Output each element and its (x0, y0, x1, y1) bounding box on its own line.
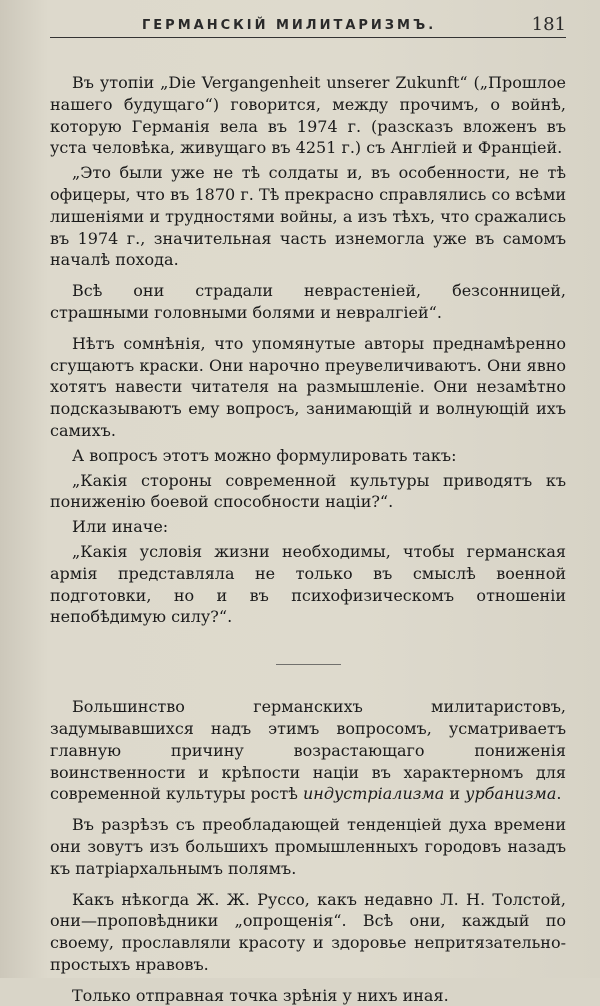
paragraph: Всѣ они страдали неврастеніей, безсонницей, страшными головными болями и невралгіей“. (50, 281, 566, 322)
paragraph: „Какія стороны современной культуры приводятъ къ пониженію боевой способности націи?“. (50, 470, 566, 512)
section-separator (276, 664, 341, 665)
paragraph: „Это были уже не тѣ солдаты и, въ особенности, не тѣ офицеры, что въ 1870 г. Тѣ прекрасно справлялись со всѣми лишеніями и трудностями войны, а изъ тѣхъ, что сражались въ 1974 г., значительная часть изнемогла уже въ самомъ началѣ похода. (50, 163, 566, 270)
text-section-1 (50, 72, 566, 628)
running-title: ГЕРМАНСКІЙ МИЛИТАРИЗМЪ. (142, 18, 437, 33)
paragraph-text: и (444, 784, 466, 804)
paragraph: Или иначе: (72, 517, 169, 537)
paragraph: А вопросъ этотъ можно формулировать такъ: (72, 445, 457, 465)
page-number: 181 (531, 14, 566, 35)
paragraph: „Какія условія жизни необходимы, чтобы германская армія представляла не только въ смыслѣ военной подготовки, но и въ психофизическомъ отношеніи непобѣдимую силу?“. (50, 541, 566, 627)
paragraph-text: Большинство германскихъ милитаристовъ, задумывавшихся надъ этимъ вопросомъ, усматриваетъ главную причину возрастающаго пониженія воинственности и крѣпости націи въ характерномъ для современной культуры ростѣ (50, 697, 566, 804)
paragraph: Въ утопіи „Die Vergangenheit unserer Zukunft“ („Прошлое нашего будущаго“) говорится, между прочимъ, о войнѣ, которую Германія вела въ 1974 г. (разсказъ вложенъ въ уста человѣка, живущаго въ 4251 г.) съ Англіей и Франціей. (50, 73, 566, 158)
paragraph: Только отправная точка зрѣнія у нихъ иная. (72, 985, 449, 1005)
text-section-2 (50, 696, 566, 1006)
paragraph-text: . (556, 784, 562, 804)
italic-term: индустріализма (302, 784, 445, 804)
paragraph: Въ разрѣзъ съ преобладающей тенденціей духа времени они зовутъ изъ большихъ промышленныхъ городовъ назадъ къ патріархальнымъ полямъ. (50, 815, 566, 878)
paragraph: Какъ нѣкогда Ж. Ж. Руссо, какъ недавно Л. Н. Толстой, они—проповѣдники „опрощенія“. Всѣ они, каждый по своему, прославляли красоту и здоровье непритязательно-простыхъ нравовъ. (50, 889, 566, 974)
paragraph (50, 696, 566, 805)
paragraph: Нѣтъ сомнѣнія, что упомянутые авторы преднамѣренно сгущаютъ краски. Они нарочно преувеличиваютъ. Они явно хотятъ навести читателя на размышленіе. Они незамѣтно подсказываютъ ему вопросъ, занимающій и волнующій ихъ самихъ. (50, 333, 566, 440)
header-rule (50, 37, 566, 38)
running-header (50, 10, 566, 36)
italic-term: урбанизма (465, 784, 557, 804)
